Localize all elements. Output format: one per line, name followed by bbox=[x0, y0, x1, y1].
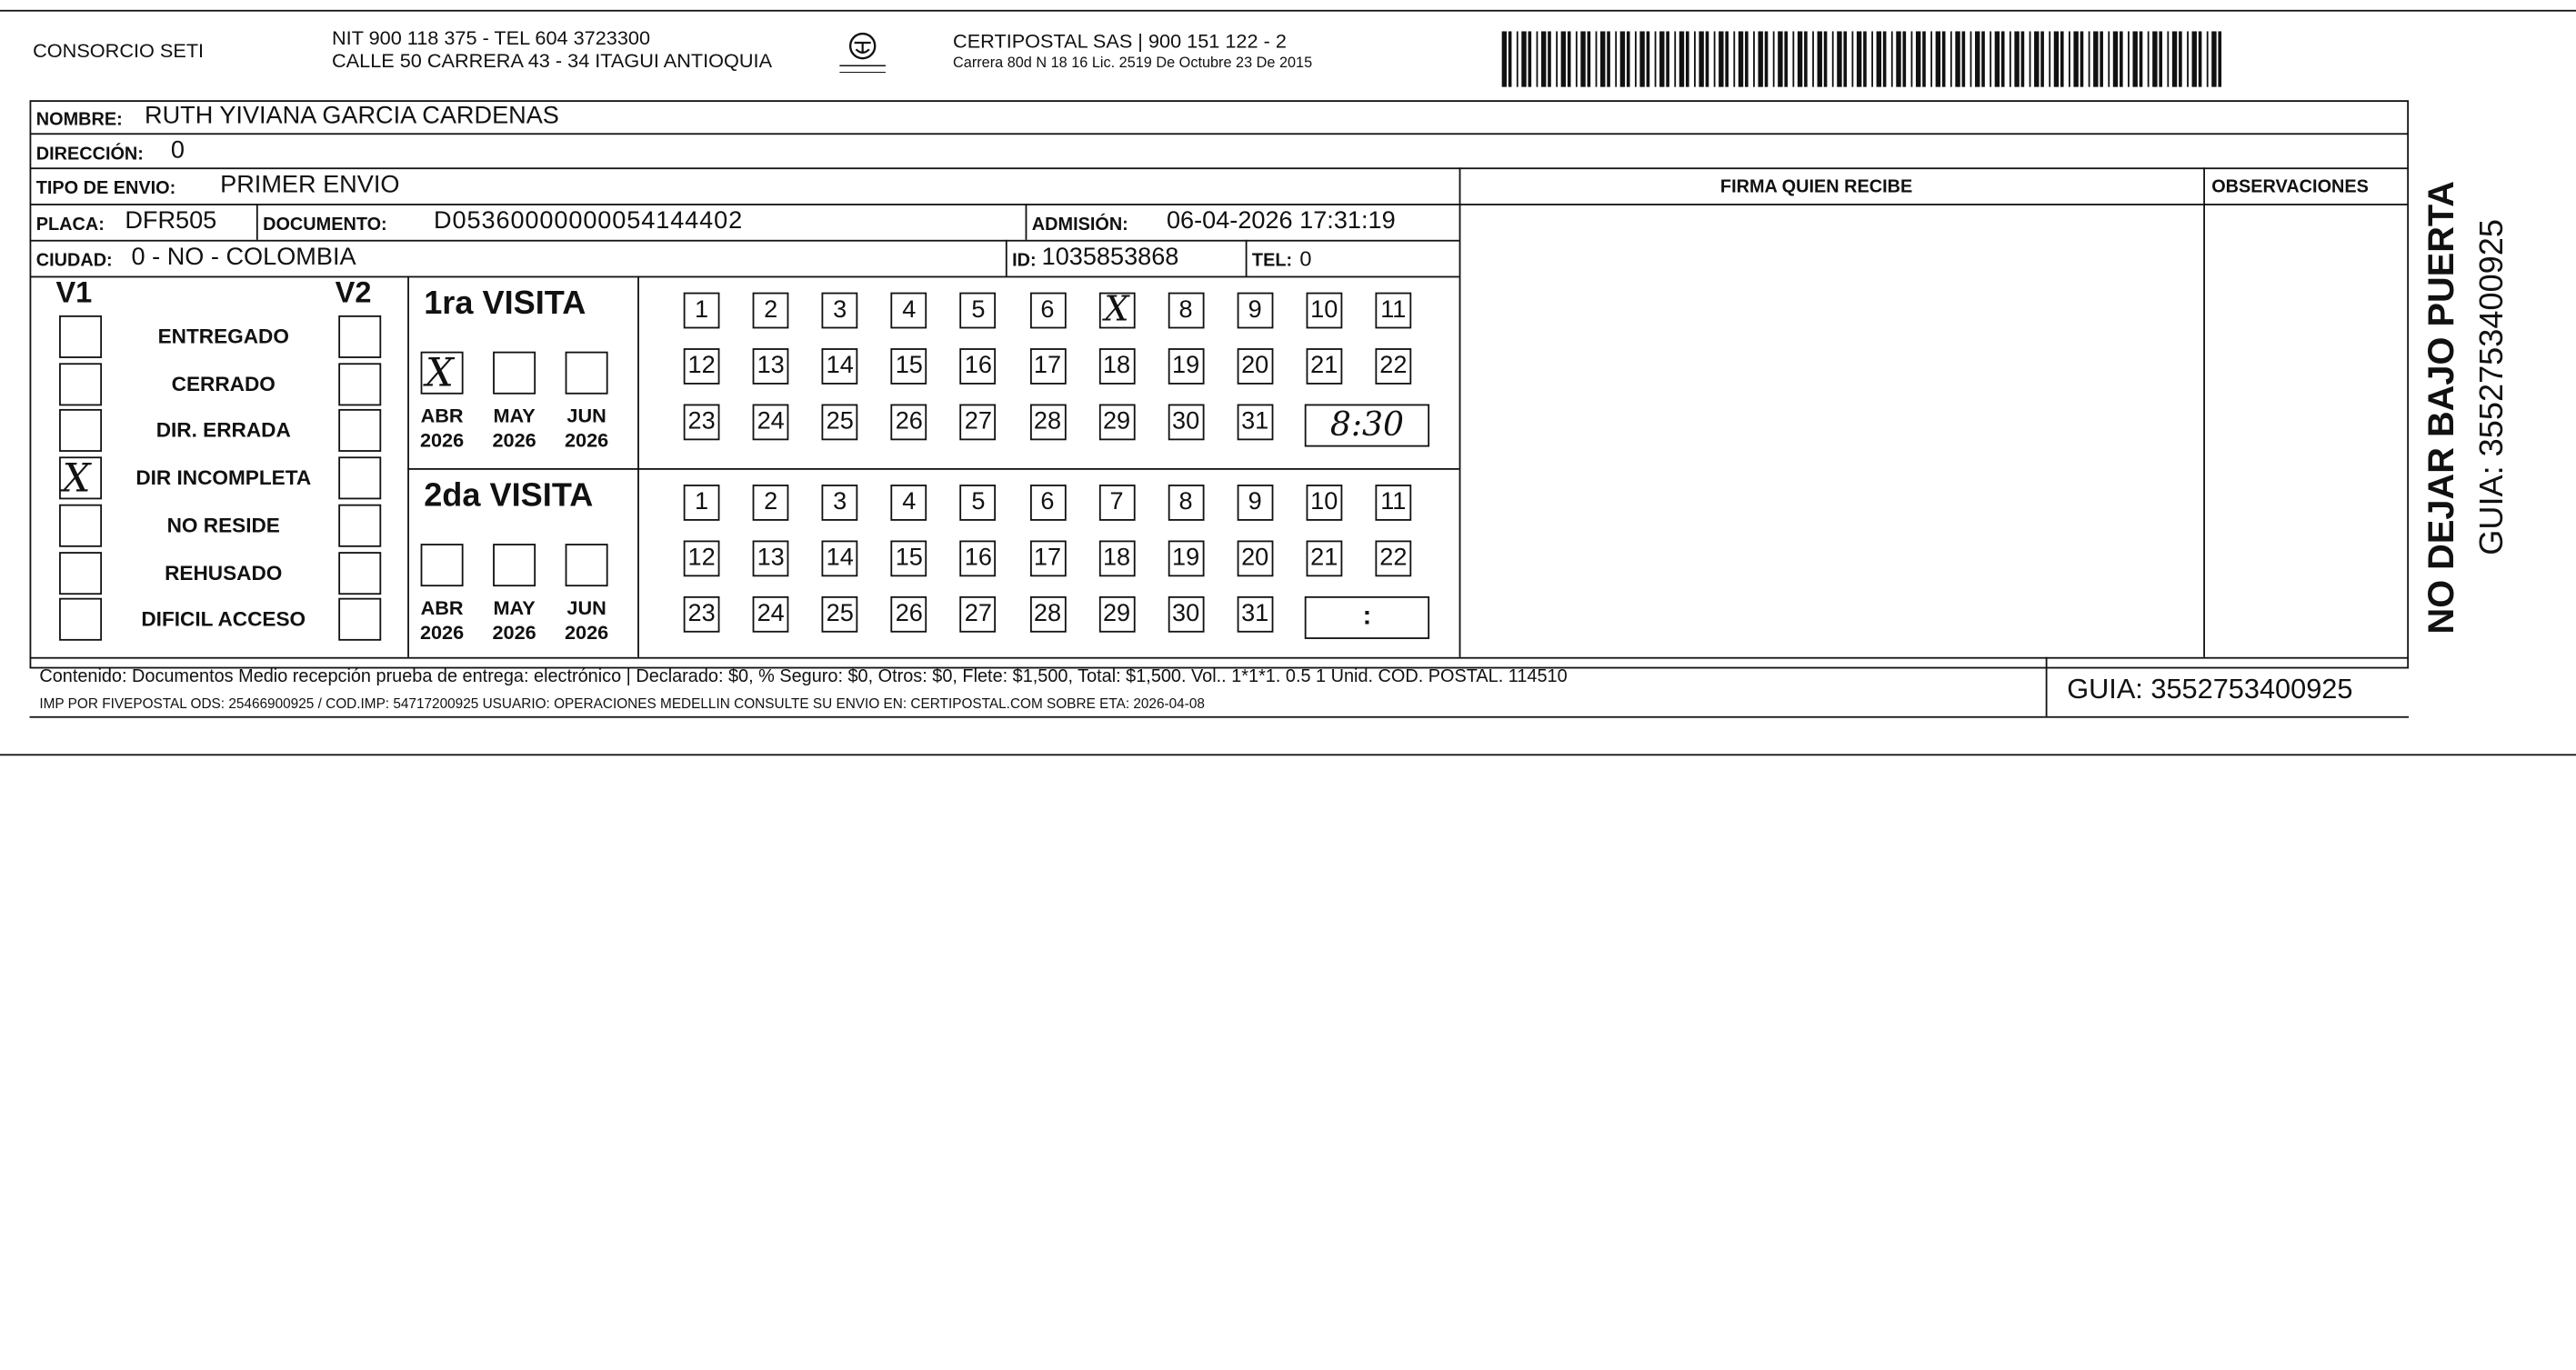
day-box[interactable]: 21 bbox=[1306, 541, 1342, 577]
month-label: JUN bbox=[566, 404, 606, 427]
visit-block-divider bbox=[637, 276, 639, 657]
barcode-bar bbox=[1837, 31, 1841, 86]
v1-check-mark: X bbox=[62, 455, 91, 502]
day-box[interactable]: 26 bbox=[891, 596, 927, 633]
day-box[interactable]: 26 bbox=[891, 405, 927, 441]
day-box[interactable]: 22 bbox=[1375, 348, 1411, 385]
barcode-bar bbox=[1627, 31, 1630, 86]
barcode-bar bbox=[1903, 31, 1907, 86]
v2-checkbox[interactable] bbox=[338, 363, 381, 405]
barcode-bar bbox=[2060, 31, 2064, 86]
barcode-bar bbox=[2128, 31, 2130, 86]
day-box-marked[interactable]: X bbox=[1098, 293, 1135, 329]
bottom-rule bbox=[0, 754, 2576, 755]
month-label: MAY bbox=[493, 595, 536, 620]
month-label: MAY bbox=[493, 404, 536, 427]
tipo-label: TIPO DE ENVIO: bbox=[35, 178, 176, 199]
day-box[interactable]: 8 bbox=[1168, 293, 1204, 329]
v1-checkbox[interactable] bbox=[59, 598, 102, 641]
v1-checkbox[interactable] bbox=[59, 551, 102, 594]
day-box[interactable]: 14 bbox=[822, 541, 858, 577]
footer-guia: GUIA: 3552753400925 bbox=[2067, 673, 2353, 705]
v1-checkbox[interactable] bbox=[59, 315, 102, 358]
day-box[interactable]: 2 bbox=[753, 485, 789, 521]
day-box[interactable]: 17 bbox=[1029, 348, 1066, 385]
ciudad-value: 0 - NO - COLOMBIA bbox=[131, 243, 356, 272]
day-box[interactable]: 5 bbox=[960, 293, 997, 329]
day-box[interactable]: 29 bbox=[1098, 405, 1135, 441]
barcode-bar bbox=[1773, 31, 1775, 86]
status-reason-label: REHUSADO bbox=[165, 561, 283, 585]
id-value: 1035853868 bbox=[1041, 243, 1179, 272]
barcode-bar bbox=[1843, 31, 1847, 86]
barcode-bar bbox=[1942, 31, 1946, 86]
day-box[interactable]: 15 bbox=[891, 348, 927, 385]
v1-header: V1 bbox=[55, 275, 93, 309]
direccion-label: DIRECCIÓN: bbox=[35, 145, 144, 165]
direccion-value: 0 bbox=[170, 135, 185, 165]
barcode-bar bbox=[2073, 31, 2078, 86]
status-reason-label: DIR. ERRADA bbox=[155, 419, 291, 443]
day-box[interactable]: 24 bbox=[753, 596, 789, 633]
tipo-value: PRIMER ENVIO bbox=[220, 170, 400, 199]
top-rule bbox=[0, 10, 2576, 12]
barcode-bar bbox=[2034, 31, 2039, 86]
barcode-bar bbox=[1556, 31, 1558, 86]
day-box[interactable]: 28 bbox=[1029, 596, 1066, 633]
day-box[interactable]: 10 bbox=[1306, 293, 1342, 329]
barcode-bar bbox=[1666, 31, 1669, 86]
barcode-bar bbox=[2089, 31, 2090, 86]
day-box[interactable]: 12 bbox=[684, 348, 720, 385]
barcode-bar bbox=[1615, 31, 1617, 86]
day-box[interactable]: 3 bbox=[822, 485, 858, 521]
month-checkbox[interactable] bbox=[566, 544, 608, 586]
day-box[interactable]: 9 bbox=[1237, 293, 1273, 329]
nit-line: NIT 900 118 375 - TEL 604 3723300 bbox=[332, 25, 651, 50]
visit-title: 2da VISITA bbox=[424, 477, 594, 515]
barcode-bar bbox=[1896, 31, 1900, 86]
barcode-bar bbox=[1916, 31, 1920, 86]
barcode-bar bbox=[1857, 31, 1861, 86]
day-box[interactable]: 8 bbox=[1168, 485, 1204, 521]
barcode-bar bbox=[1537, 31, 1539, 86]
barcode-bar bbox=[1745, 31, 1749, 86]
placa-value: DFR505 bbox=[125, 206, 217, 235]
day-box[interactable]: 30 bbox=[1168, 596, 1204, 633]
visit-split-rule bbox=[407, 468, 1458, 470]
day-box[interactable]: 16 bbox=[960, 541, 997, 577]
cell-divider bbox=[1026, 204, 1027, 240]
barcode-bar bbox=[1529, 31, 1532, 86]
barcode-bar bbox=[1922, 31, 1926, 86]
barcode-bar bbox=[1792, 31, 1794, 86]
day-box[interactable]: 13 bbox=[753, 348, 789, 385]
barcode-bar bbox=[1674, 31, 1676, 86]
tel-label: TEL: bbox=[1251, 251, 1293, 272]
license-line: Carrera 80d N 18 16 Lic. 2519 De Octubre 23 De 2015 bbox=[953, 54, 1313, 71]
barcode-bar bbox=[1970, 31, 1972, 86]
day-box[interactable]: 12 bbox=[684, 541, 720, 577]
no-dejar-vertical: NO DEJAR BAJO PUERTA bbox=[2420, 181, 2461, 635]
barcode-bar bbox=[2148, 31, 2150, 86]
barcode-bar bbox=[1911, 31, 1913, 86]
barcode-bar bbox=[2001, 31, 2005, 86]
barcode-bar bbox=[2192, 31, 2197, 86]
imp-text: IMP POR FIVEPOSTAL ODS: 25466900925 / COD.IMP: 54717200925 USUARIO: OPERACIONES MEDELLIN CONSULTE SU ENVIO EN: CERTIPOSTAL.COM SOBRE ETA: 2026-04-08 bbox=[39, 695, 1205, 712]
day-box[interactable]: 31 bbox=[1237, 596, 1273, 633]
barcode-bar bbox=[1962, 31, 1966, 86]
day-box[interactable]: 1 bbox=[684, 485, 720, 521]
nombre-label: NOMBRE: bbox=[35, 110, 123, 130]
barcode-bar bbox=[2100, 31, 2103, 86]
barcode-bar bbox=[1679, 31, 1684, 86]
status-reason-label: DIFICIL ACCESO bbox=[141, 607, 306, 632]
v2-checkbox[interactable] bbox=[338, 315, 381, 358]
barcode-bar bbox=[1733, 31, 1735, 86]
v2-checkbox[interactable] bbox=[338, 457, 381, 500]
barcode-bar bbox=[1541, 31, 1546, 86]
guia-vertical: GUIA: 3552753400925 bbox=[2474, 219, 2511, 555]
admision-label: ADMISIÓN: bbox=[1031, 215, 1128, 235]
obs-column-divider bbox=[2203, 167, 2205, 656]
barcode-bar bbox=[1832, 31, 1834, 86]
barcode bbox=[1502, 31, 2225, 86]
barcode-bar bbox=[2054, 31, 2059, 86]
barcode-bar bbox=[1891, 31, 1893, 86]
day-box[interactable]: 20 bbox=[1237, 541, 1273, 577]
day-box[interactable]: 6 bbox=[1029, 293, 1066, 329]
barcode-bar bbox=[1883, 31, 1887, 86]
day-box[interactable]: 6 bbox=[1029, 485, 1066, 521]
barcode-bar bbox=[2207, 31, 2209, 86]
frame-bottom bbox=[30, 716, 2410, 718]
year-label: 2026 bbox=[492, 621, 536, 645]
year-label: 2026 bbox=[564, 428, 609, 452]
barcode-bar bbox=[2159, 31, 2162, 86]
day-box[interactable]: 21 bbox=[1306, 348, 1342, 385]
v1-checkbox[interactable] bbox=[59, 410, 102, 453]
barcode-bar bbox=[1719, 31, 1723, 86]
firma-column-divider bbox=[1459, 167, 1461, 656]
barcode-bar bbox=[1784, 31, 1788, 86]
row-divider bbox=[30, 276, 1459, 278]
barcode-bar bbox=[1620, 31, 1625, 86]
day-box[interactable]: 13 bbox=[753, 541, 789, 577]
tel-value: 0 bbox=[1299, 246, 1312, 272]
barcode-bar bbox=[2152, 31, 2157, 86]
barcode-bar bbox=[1517, 31, 1519, 86]
row-divider bbox=[30, 133, 2410, 135]
barcode-bar bbox=[2108, 31, 2110, 86]
v2-checkbox[interactable] bbox=[338, 551, 381, 594]
barcode-bar bbox=[1824, 31, 1828, 86]
status-reason-label: CERRADO bbox=[171, 372, 276, 395]
barcode-bar bbox=[1659, 31, 1664, 86]
barcode-bar bbox=[1955, 31, 1960, 86]
barcode-bar bbox=[2021, 31, 2025, 86]
day-box[interactable]: 28 bbox=[1029, 405, 1066, 441]
year-label: 2026 bbox=[564, 621, 609, 645]
day-box[interactable]: 15 bbox=[891, 541, 927, 577]
barcode-bar bbox=[1548, 31, 1551, 86]
barcode-bar bbox=[1765, 31, 1769, 86]
cell-divider bbox=[1246, 240, 1248, 276]
barcode-bar bbox=[2069, 31, 2070, 86]
day-box[interactable]: 4 bbox=[891, 293, 927, 329]
status-block-divider bbox=[407, 276, 409, 657]
barcode-bar bbox=[1975, 31, 1980, 86]
day-box[interactable]: 20 bbox=[1237, 348, 1273, 385]
barcode-bar bbox=[2167, 31, 2169, 86]
day-box[interactable]: 11 bbox=[1375, 293, 1411, 329]
barcode-bar bbox=[2080, 31, 2084, 86]
barcode-bar bbox=[1863, 31, 1867, 86]
barcode-bar bbox=[2218, 31, 2221, 86]
barcode-bar bbox=[2172, 31, 2177, 86]
barcode-bar bbox=[1576, 31, 1578, 86]
barcode-bar bbox=[1647, 31, 1650, 86]
barcode-bar bbox=[2211, 31, 2216, 86]
month-label: JUN bbox=[566, 595, 606, 620]
address-line: CALLE 50 CARRERA 43 - 34 ITAGUI ANTIOQUIA bbox=[332, 49, 773, 73]
barcode-bar bbox=[1694, 31, 1696, 86]
nombre-value: RUTH YIVIANA GARCIA CARDENAS bbox=[145, 102, 559, 130]
barcode-bar bbox=[1655, 31, 1657, 86]
guia-cell-divider bbox=[2046, 657, 2048, 716]
barcode-bar bbox=[1798, 31, 1802, 86]
day-box[interactable]: 10 bbox=[1306, 485, 1342, 521]
columns-header-rule bbox=[1459, 204, 2409, 205]
barcode-bar bbox=[2049, 31, 2050, 86]
day-box[interactable]: 9 bbox=[1237, 485, 1273, 521]
barcode-bar bbox=[1714, 31, 1716, 86]
day-box[interactable]: 7 bbox=[1098, 485, 1135, 521]
month-checkbox[interactable] bbox=[566, 352, 608, 395]
barcode-bar bbox=[2179, 31, 2182, 86]
barcode-bar bbox=[2113, 31, 2118, 86]
day-box[interactable]: 27 bbox=[960, 405, 997, 441]
barcode-bar bbox=[2120, 31, 2123, 86]
barcode-bar bbox=[2140, 31, 2143, 86]
day-box[interactable]: 16 bbox=[960, 348, 997, 385]
day-box[interactable]: 27 bbox=[960, 596, 997, 633]
barcode-bar bbox=[1818, 31, 1822, 86]
barcode-bar bbox=[1812, 31, 1814, 86]
day-box[interactable]: 24 bbox=[753, 405, 789, 441]
v2-checkbox[interactable] bbox=[338, 504, 381, 546]
v2-header: V2 bbox=[335, 275, 372, 309]
day-box[interactable]: 1 bbox=[684, 293, 720, 329]
documento-value: D05360000000054144402 bbox=[434, 206, 744, 235]
day-box[interactable]: 4 bbox=[891, 485, 927, 521]
barcode-bar bbox=[1753, 31, 1755, 86]
barcode-bar bbox=[1981, 31, 1985, 86]
barcode-bar bbox=[1588, 31, 1591, 86]
barcode-bar bbox=[2132, 31, 2137, 86]
day-box[interactable]: 18 bbox=[1098, 541, 1135, 577]
barcode-bar bbox=[1639, 31, 1644, 86]
observaciones-header: OBSERVACIONES bbox=[2211, 177, 2369, 197]
day-box[interactable]: 31 bbox=[1237, 405, 1273, 441]
contenido-text: Contenido: Documentos Medio recepción prueba de entrega: electrónico | Declarado: $0, % Seguro: $0, Otros: $0, Flete: $1,500, Total: $1,500. Vol.. 1*1*1. 0.5 1 Unid. COD. POSTAL. 114510 bbox=[39, 666, 1568, 687]
firma-header: FIRMA QUIEN RECIBE bbox=[1719, 177, 1913, 197]
month-label: ABR bbox=[420, 404, 464, 427]
barcode-bar bbox=[1739, 31, 1743, 86]
status-reason-label: NO RESIDE bbox=[166, 514, 280, 537]
month-checkbox[interactable] bbox=[493, 352, 536, 395]
day-box[interactable]: 25 bbox=[822, 405, 858, 441]
visit-time-box[interactable]: : bbox=[1305, 596, 1429, 639]
barcode-bar bbox=[1930, 31, 1932, 86]
year-label: 2026 bbox=[419, 428, 465, 452]
v1-checkbox[interactable] bbox=[59, 363, 102, 405]
id-label: ID: bbox=[1012, 251, 1037, 272]
carrier-line: CERTIPOSTAL SAS | 900 151 122 - 2 bbox=[953, 29, 1287, 53]
admision-value: 06-04-2026 17:31:19 bbox=[1166, 206, 1396, 235]
visit-title: 1ra VISITA bbox=[424, 285, 586, 323]
barcode-bar bbox=[1699, 31, 1703, 86]
day-box[interactable]: 23 bbox=[684, 405, 720, 441]
day-box[interactable]: 25 bbox=[822, 596, 858, 633]
day-box[interactable]: 29 bbox=[1098, 596, 1135, 633]
cell-divider bbox=[1006, 240, 1007, 276]
day-box[interactable]: 18 bbox=[1098, 348, 1135, 385]
barcode-bar bbox=[1990, 31, 1991, 86]
day-box[interactable]: 22 bbox=[1375, 541, 1411, 577]
barcode-bar bbox=[2014, 31, 2019, 86]
barcode-bar bbox=[2093, 31, 2098, 86]
company-name: CONSORCIO SETI bbox=[33, 39, 205, 63]
certipostal-logo bbox=[835, 30, 890, 79]
barcode-bar bbox=[1804, 31, 1808, 86]
visit-time-box[interactable]: 8:30 bbox=[1305, 405, 1429, 447]
barcode-bar bbox=[1871, 31, 1873, 86]
barcode-bar bbox=[1561, 31, 1566, 86]
barcode-bar bbox=[1521, 31, 1526, 86]
row-divider bbox=[30, 204, 1459, 205]
barcode-bar bbox=[1568, 31, 1571, 86]
day-box[interactable]: 30 bbox=[1168, 405, 1204, 441]
month-label: ABR bbox=[420, 595, 464, 620]
barcode-bar bbox=[1596, 31, 1598, 86]
row-divider bbox=[30, 167, 2410, 169]
year-label: 2026 bbox=[419, 621, 465, 645]
barcode-bar bbox=[2199, 31, 2202, 86]
barcode-bar bbox=[1758, 31, 1762, 86]
day-box[interactable]: 19 bbox=[1168, 348, 1204, 385]
day-box[interactable]: 5 bbox=[960, 485, 997, 521]
barcode-bar bbox=[1706, 31, 1709, 86]
barcode-bar bbox=[1635, 31, 1637, 86]
barcode-bar bbox=[1509, 31, 1512, 86]
barcode-bar bbox=[1580, 31, 1585, 86]
barcode-bar bbox=[1851, 31, 1853, 86]
day-box[interactable]: 3 bbox=[822, 293, 858, 329]
barcode-bar bbox=[1877, 31, 1881, 86]
barcode-bar bbox=[1950, 31, 1952, 86]
barcode-bar bbox=[1686, 31, 1689, 86]
documento-label: DOCUMENTO: bbox=[263, 215, 387, 235]
day-box[interactable]: 14 bbox=[822, 348, 858, 385]
month-checkbox[interactable] bbox=[493, 544, 536, 586]
day-box[interactable]: 19 bbox=[1168, 541, 1204, 577]
barcode-bar bbox=[1936, 31, 1940, 86]
v1-checkbox[interactable] bbox=[59, 504, 102, 546]
day-box[interactable]: 17 bbox=[1029, 541, 1066, 577]
barcode-bar bbox=[2040, 31, 2044, 86]
footer-rule bbox=[30, 657, 2410, 659]
ciudad-label: CIUDAD: bbox=[35, 251, 113, 272]
cell-divider bbox=[256, 204, 258, 240]
v2-checkbox[interactable] bbox=[338, 598, 381, 641]
barcode-bar bbox=[1778, 31, 1782, 86]
status-reason-label: ENTREGADO bbox=[157, 325, 289, 349]
barcode-bar bbox=[2010, 31, 2011, 86]
barcode-bar bbox=[2030, 31, 2031, 86]
status-reason-label: DIR INCOMPLETA bbox=[135, 466, 312, 490]
day-box[interactable]: 11 bbox=[1375, 485, 1411, 521]
placa-label: PLACA: bbox=[35, 215, 105, 235]
v2-checkbox[interactable] bbox=[338, 410, 381, 453]
barcode-bar bbox=[1600, 31, 1605, 86]
barcode-bar bbox=[1995, 31, 2000, 86]
year-label: 2026 bbox=[492, 428, 536, 452]
day-box[interactable]: 23 bbox=[684, 596, 720, 633]
barcode-bar bbox=[1725, 31, 1729, 86]
month-checkbox[interactable] bbox=[421, 544, 464, 586]
barcode-bar bbox=[1502, 31, 1507, 86]
barcode-bar bbox=[1607, 31, 1610, 86]
month-check-mark: X bbox=[426, 349, 454, 396]
day-box[interactable]: 2 bbox=[753, 293, 789, 329]
barcode-bar bbox=[2187, 31, 2189, 86]
